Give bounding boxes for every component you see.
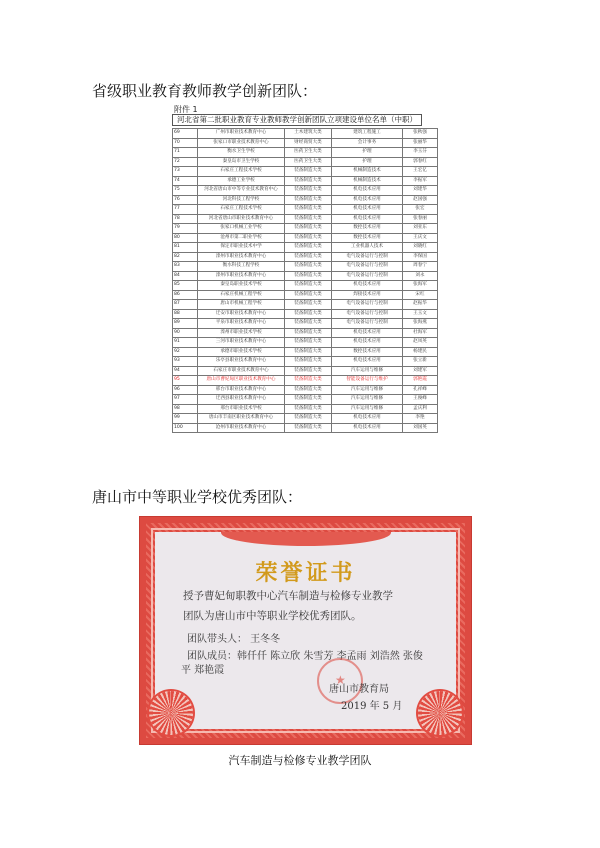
cell-school: 河北省唐山市职业技术教育中心 — [198, 214, 285, 224]
cell-major: 机电技术应用 — [332, 214, 403, 224]
cell-major: 机电技术应用 — [332, 357, 403, 367]
cell-major: 机电技术应用 — [332, 186, 403, 196]
cell-major: 机电技术应用 — [332, 338, 403, 348]
certificate-team-members: 团队成员：韩仟仟 陈立欣 朱雪芳 李孟雨 刘浩然 张俊 — [187, 651, 423, 662]
cell-category: 装备制造大类 — [285, 376, 332, 386]
cell-leader: 李玉芬 — [403, 148, 438, 158]
cell-major: 建筑工程施工 — [332, 129, 403, 139]
cell-major: 汽车运用与维修 — [332, 366, 403, 376]
cell-major: 智能设备运行与维护 — [332, 376, 403, 386]
table-row — [173, 262, 438, 272]
table-row — [173, 319, 438, 329]
cell-leader: 李艳 — [403, 414, 438, 424]
cell-major: 电气设备运行与控制 — [332, 271, 403, 281]
cell-school: 三河市职业技术教育中心 — [198, 338, 285, 348]
cell-leader: 刘晓红 — [403, 243, 438, 253]
cell-leader: 刘永 — [403, 271, 438, 281]
cell-major: 汽车运用与维修 — [332, 395, 403, 405]
cell-no: 70 — [173, 138, 198, 148]
cell-major: 机械制造技术 — [332, 167, 403, 177]
cell-no: 83 — [173, 262, 198, 272]
cell-leader: 张春丽 — [403, 214, 438, 224]
table-row — [173, 195, 438, 205]
table-row — [173, 233, 438, 243]
cell-no: 96 — [173, 385, 198, 395]
cell-major: 电气设备运行与控制 — [332, 252, 403, 262]
table-row — [173, 385, 438, 395]
cell-leader: 张海燕 — [403, 319, 438, 329]
certificate-team-leader: 团队带头人： 王冬冬 — [187, 634, 281, 645]
cell-leader: 张丽华 — [403, 138, 438, 148]
cell-school: 河北科技工程学校 — [198, 195, 285, 205]
cell-category: 装备制造大类 — [285, 319, 332, 329]
cell-category: 装备制造大类 — [285, 252, 332, 262]
cell-leader: 郭艳霞 — [403, 376, 438, 386]
cell-leader: 王俊峰 — [403, 395, 438, 405]
table-row — [173, 167, 438, 177]
cell-no: 76 — [173, 195, 198, 205]
table-row — [173, 271, 438, 281]
cell-no: 74 — [173, 176, 198, 186]
cell-major: 电气设备运行与控制 — [332, 300, 403, 310]
cell-category: 装备制造大类 — [285, 423, 332, 433]
cell-major: 焊接技术应用 — [332, 290, 403, 300]
cell-category: 装备制造大类 — [285, 357, 332, 367]
certificate-award-line-1: 授予曹妃甸职教中心汽车制造与检修专业教学 — [183, 590, 393, 602]
cell-leader: 李振军 — [403, 176, 438, 186]
seal-star-icon: ★ — [335, 673, 346, 687]
table-row — [173, 300, 438, 310]
table-row — [173, 157, 438, 167]
cell-category: 财经商贸大类 — [285, 138, 332, 148]
rosette-ornament-right — [418, 691, 462, 735]
certificate-award-line-2: 团队为唐山市中等职业学校优秀团队。 — [183, 610, 362, 622]
cell-no: 69 — [173, 129, 198, 139]
section-heading-city: 唐山市中等职业学校优秀团队： — [92, 488, 303, 506]
cell-school: 滦州市职业技术教育中心 — [198, 271, 285, 281]
cell-no: 92 — [173, 347, 198, 357]
cell-no: 73 — [173, 167, 198, 177]
cell-no: 99 — [173, 414, 198, 424]
cell-no: 85 — [173, 281, 198, 291]
cell-category: 装备制造大类 — [285, 366, 332, 376]
cell-leader: 周春宁 — [403, 262, 438, 272]
cell-school: 张家口机械工业学校 — [198, 224, 285, 234]
cell-category: 装备制造大类 — [285, 395, 332, 405]
table-row — [173, 414, 438, 424]
cell-school: 乐亭县职业技术教育中心 — [198, 357, 285, 367]
cell-leader: 杜海军 — [403, 328, 438, 338]
table-row — [173, 423, 438, 433]
table-row — [173, 214, 438, 224]
team-list-table — [172, 128, 438, 433]
table-row — [173, 176, 438, 186]
cell-no: 75 — [173, 186, 198, 196]
cell-leader: 王玉文 — [403, 309, 438, 319]
cell-category: 装备制造大类 — [285, 385, 332, 395]
certificate-title: 荣誉证书 — [255, 560, 356, 586]
certificate-team-members-cont: 平 郑艳霞 — [181, 665, 225, 676]
cell-leader: 赵振华 — [403, 300, 438, 310]
cell-school: 邢台市职业技术学校 — [198, 404, 285, 414]
certificate-issuer: 唐山市教育局 — [329, 684, 389, 695]
cell-no: 77 — [173, 205, 198, 215]
cell-leader: 刘国英 — [403, 423, 438, 433]
cell-major: 数控技术应用 — [332, 347, 403, 357]
cell-no: 81 — [173, 243, 198, 253]
cell-major: 机电技术应用 — [332, 423, 403, 433]
cell-leader: 刘亚东 — [403, 224, 438, 234]
cell-no: 88 — [173, 309, 198, 319]
cell-leader: 王庆文 — [403, 233, 438, 243]
cell-school: 石家庄机械工程学校 — [198, 290, 285, 300]
cell-school: 承德市职业技术学校 — [198, 347, 285, 357]
cell-leader: 宋红 — [403, 290, 438, 300]
cell-no: 72 — [173, 157, 198, 167]
cell-category: 装备制造大类 — [285, 338, 332, 348]
cell-major: 汽车运用与维修 — [332, 385, 403, 395]
table-row — [173, 224, 438, 234]
cell-school: 秦皇岛市卫生学校 — [198, 157, 285, 167]
table-row — [173, 290, 438, 300]
cell-school: 石家庄市职业技术教育中心 — [198, 366, 285, 376]
cell-category: 装备制造大类 — [285, 414, 332, 424]
table-row — [173, 186, 438, 196]
cell-category: 土木建筑大类 — [285, 129, 332, 139]
cell-no: 98 — [173, 404, 198, 414]
cell-no: 79 — [173, 224, 198, 234]
cell-leader: 杨建民 — [403, 347, 438, 357]
cell-no: 90 — [173, 328, 198, 338]
cell-major: 会计事务 — [332, 138, 403, 148]
image-caption: 汽车制造与检修专业教学团队 — [228, 754, 372, 767]
cell-leader: 王宏亿 — [403, 167, 438, 177]
cell-category: 装备制造大类 — [285, 167, 332, 177]
cell-category: 装备制造大类 — [285, 290, 332, 300]
cell-school: 广州市职业技术教育中心 — [198, 129, 285, 139]
attachment-label: 附件 1 — [174, 105, 198, 114]
table-row — [173, 395, 438, 405]
scanned-team-list-image — [172, 104, 427, 434]
cell-school: 保定市职业技术中学 — [198, 243, 285, 253]
cell-major: 电气设备运行与控制 — [332, 319, 403, 329]
cell-major: 护理 — [332, 148, 403, 158]
cell-leader: 刘建华 — [403, 186, 438, 196]
cell-major: 机电技术应用 — [332, 414, 403, 424]
table-row — [173, 309, 438, 319]
cell-no: 89 — [173, 319, 198, 329]
cell-category: 医药卫生大类 — [285, 148, 332, 158]
table-row — [173, 404, 438, 414]
cell-category: 装备制造大类 — [285, 262, 332, 272]
cell-category: 装备制造大类 — [285, 205, 332, 215]
cell-major: 数控技术应用 — [332, 233, 403, 243]
table-row — [173, 281, 438, 291]
cell-category: 装备制造大类 — [285, 214, 332, 224]
table-row — [173, 357, 438, 367]
cell-no: 84 — [173, 271, 198, 281]
cell-major: 机械制造技术 — [332, 176, 403, 186]
cell-category: 装备制造大类 — [285, 309, 332, 319]
cell-school: 石家庄工程技术学校 — [198, 205, 285, 215]
table-row — [173, 138, 438, 148]
cell-major: 护理 — [332, 157, 403, 167]
cell-school: 迁西县职业技术教育中心 — [198, 395, 285, 405]
cell-school: 秦皇岛职业技术学校 — [198, 281, 285, 291]
cell-school: 沧州市职业技术教育中心 — [198, 423, 285, 433]
cell-no: 78 — [173, 214, 198, 224]
cell-school: 张家口市职业技术教育中心 — [198, 138, 285, 148]
cell-category: 装备制造大类 — [285, 347, 332, 357]
cell-school: 河北省唐山市中等专业技术教育中心 — [198, 186, 285, 196]
cell-school: 平泉市职业技术教育中心 — [198, 319, 285, 329]
cell-school: 滦州市职业技术教育中心 — [198, 252, 285, 262]
cell-major: 电气设备运行与控制 — [332, 262, 403, 272]
cell-leader: 张宏 — [403, 205, 438, 215]
cell-category: 装备制造大类 — [285, 224, 332, 234]
table-row — [173, 252, 438, 262]
cell-no: 87 — [173, 300, 198, 310]
table-row — [173, 347, 438, 357]
cell-school: 唐山市机械工程学校 — [198, 300, 285, 310]
cell-major: 工业机器人技术 — [332, 243, 403, 253]
table-row — [173, 243, 438, 253]
cell-major: 机电技术应用 — [332, 328, 403, 338]
cell-school: 唐山市丰南区职业技术教育中心 — [198, 414, 285, 424]
cell-no: 71 — [173, 148, 198, 158]
cell-school: 衡水科技工程学校 — [198, 262, 285, 272]
cell-school: 石家庄工程技术学校 — [198, 167, 285, 177]
cell-school: 唐山市曹妃甸区职业技术教育中心 — [198, 376, 285, 386]
honor-certificate-image — [139, 516, 472, 745]
cell-leader: 李保国 — [403, 252, 438, 262]
table-title: 河北省第二批职业教育专业教师教学创新团队立项建设单位名单（中职） — [172, 114, 422, 126]
cell-major: 机电技术应用 — [332, 281, 403, 291]
cell-school: 衡水卫生学校 — [198, 148, 285, 158]
certificate-date: 2019 年 5 月 — [341, 701, 403, 712]
table-row — [173, 338, 438, 348]
cell-category: 装备制造大类 — [285, 271, 332, 281]
cell-category: 装备制造大类 — [285, 195, 332, 205]
cell-category: 装备制造大类 — [285, 281, 332, 291]
table-row — [173, 205, 438, 215]
cell-major: 电气设备运行与控制 — [332, 309, 403, 319]
table-row — [173, 129, 438, 139]
cell-major: 机电技术应用 — [332, 195, 403, 205]
cell-leader: 孔祥峰 — [403, 385, 438, 395]
cell-leader: 孟庆利 — [403, 404, 438, 414]
cell-no: 94 — [173, 366, 198, 376]
section-heading-provincial: 省级职业教育教师教学创新团队： — [92, 82, 318, 100]
cell-school: 滦州市职业技术学校 — [198, 328, 285, 338]
cell-category: 装备制造大类 — [285, 243, 332, 253]
cell-leader: 赵国强 — [403, 195, 438, 205]
cell-school: 沧州市第二职业学校 — [198, 233, 285, 243]
cell-school: 迁安市职业技术教育中心 — [198, 309, 285, 319]
cell-no: 80 — [173, 233, 198, 243]
cell-no: 97 — [173, 395, 198, 405]
cell-major: 机电技术应用 — [332, 205, 403, 215]
table-row — [173, 148, 438, 158]
cell-leader: 刘建军 — [403, 366, 438, 376]
table-row — [173, 366, 438, 376]
cell-leader: 赵凤英 — [403, 338, 438, 348]
table-row — [173, 376, 438, 386]
cell-category: 医药卫生大类 — [285, 157, 332, 167]
cell-major: 数控技术应用 — [332, 224, 403, 234]
cell-leader: 张立新 — [403, 357, 438, 367]
rosette-ornament-left — [149, 691, 193, 735]
cell-no: 93 — [173, 357, 198, 367]
cell-major: 汽车运用与维修 — [332, 404, 403, 414]
cell-no: 100 — [173, 423, 198, 433]
cell-leader: 郭春红 — [403, 157, 438, 167]
cell-category: 装备制造大类 — [285, 233, 332, 243]
cell-category: 装备制造大类 — [285, 404, 332, 414]
cell-no: 82 — [173, 252, 198, 262]
cell-category: 装备制造大类 — [285, 300, 332, 310]
cell-school: 邢台市职业技术教育中心 — [198, 385, 285, 395]
cell-category: 装备制造大类 — [285, 328, 332, 338]
cell-leader: 张秋强 — [403, 129, 438, 139]
table-row — [173, 328, 438, 338]
cell-no: 86 — [173, 290, 198, 300]
cell-category: 装备制造大类 — [285, 176, 332, 186]
cell-leader: 张海军 — [403, 281, 438, 291]
cell-category: 装备制造大类 — [285, 186, 332, 196]
cell-school: 承德工业学校 — [198, 176, 285, 186]
cell-no: 95 — [173, 376, 198, 386]
cell-no: 91 — [173, 338, 198, 348]
